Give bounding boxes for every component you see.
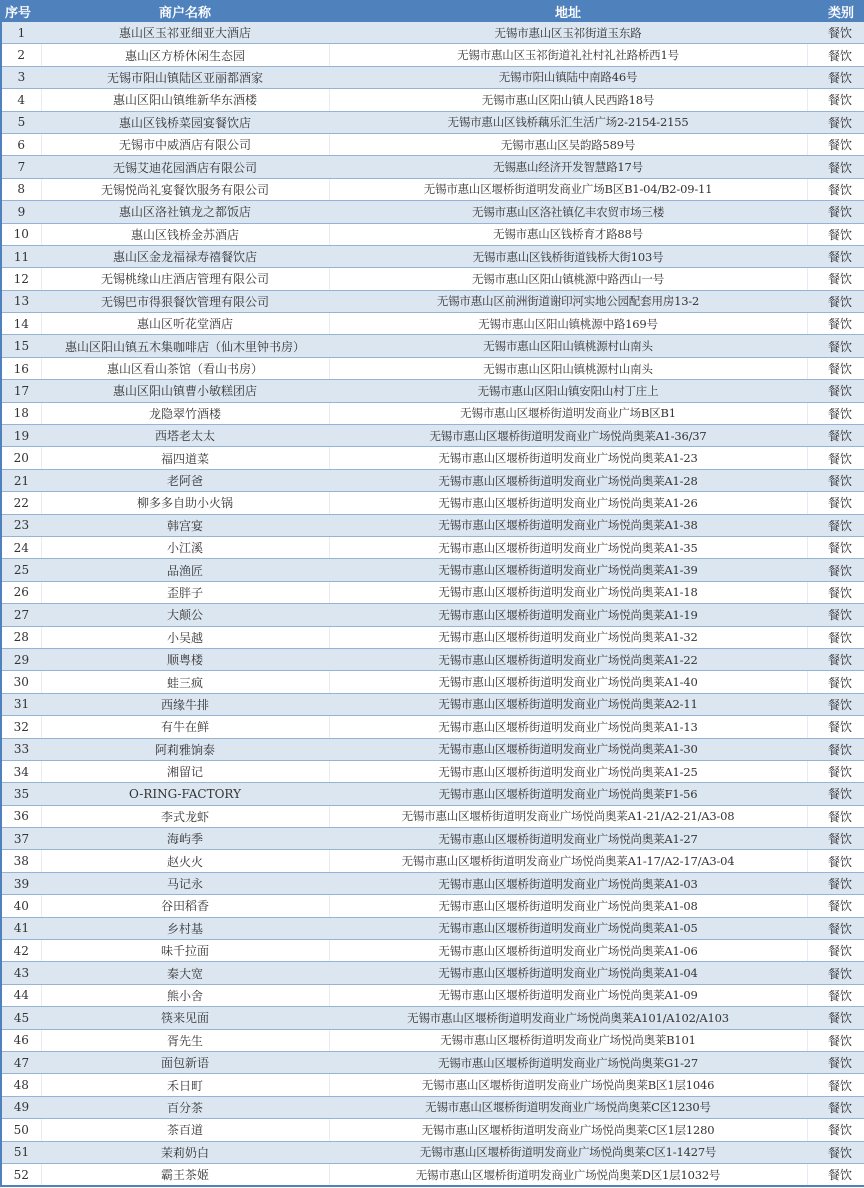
table-row <box>1 828 864 850</box>
cell-category: 餐饮 <box>807 1119 864 1141</box>
cell-no: 9 <box>1 201 41 223</box>
cell-address: 无锡市惠山区堰桥街道明发商业广场悦尚奥莱A1-04 <box>329 962 807 984</box>
table-row <box>1 1029 864 1051</box>
table-row <box>1 245 864 267</box>
table-row <box>1 156 864 178</box>
cell-category: 餐饮 <box>807 425 864 447</box>
cell-category: 餐饮 <box>807 469 864 491</box>
cell-address: 无锡市惠山区堰桥街道明发商业广场悦尚奥莱A1-36/37 <box>329 425 807 447</box>
table-row <box>1 805 864 827</box>
cell-address: 无锡市惠山区堰桥街道明发商业广场悦尚奥莱A1-30 <box>329 738 807 760</box>
cell-address: 无锡市惠山区堰桥街道明发商业广场悦尚奥莱G1-27 <box>329 1051 807 1073</box>
table-row <box>1 1007 864 1029</box>
cell-no: 18 <box>1 402 41 424</box>
cell-name: 无锡桃缘山庄酒店管理有限公司 <box>41 268 329 290</box>
cell-name: 福四道菜 <box>41 447 329 469</box>
cell-no: 25 <box>1 559 41 581</box>
cell-address: 无锡市惠山区堰桥街道明发商业广场悦尚奥莱C区1230号 <box>329 1096 807 1118</box>
cell-address: 无锡市惠山区堰桥街道明发商业广场悦尚奥莱A1-23 <box>329 447 807 469</box>
cell-name: 百分茶 <box>41 1096 329 1118</box>
table-row <box>1 962 864 984</box>
table-row <box>1 22 864 44</box>
table-row <box>1 895 864 917</box>
cell-name: 禾日町 <box>41 1074 329 1096</box>
cell-no: 17 <box>1 380 41 402</box>
cell-no: 51 <box>1 1141 41 1163</box>
cell-address: 无锡市阳山镇陆中南路46号 <box>329 66 807 88</box>
cell-no: 37 <box>1 828 41 850</box>
cell-address: 无锡市惠山区堰桥街道明发商业广场悦尚奥莱A1-19 <box>329 604 807 626</box>
cell-category: 餐饮 <box>807 805 864 827</box>
table-row <box>1 872 864 894</box>
table-row <box>1 738 864 760</box>
cell-name: 赵火火 <box>41 850 329 872</box>
table-row <box>1 201 864 223</box>
cell-no: 8 <box>1 178 41 200</box>
cell-no: 43 <box>1 962 41 984</box>
table-row <box>1 514 864 536</box>
cell-address: 无锡市惠山区钱桥藕乐汇生活广场2-2154-2155 <box>329 111 807 133</box>
cell-category: 餐饮 <box>807 940 864 962</box>
cell-address: 无锡市惠山区前洲街道谢印河实地公园配套用房13-2 <box>329 290 807 312</box>
cell-no: 26 <box>1 581 41 603</box>
cell-no: 33 <box>1 738 41 760</box>
cell-category: 餐饮 <box>807 962 864 984</box>
cell-category: 餐饮 <box>807 1163 864 1186</box>
cell-address: 无锡市惠山区阳山镇桃源中路西山一号 <box>329 268 807 290</box>
table-row <box>1 335 864 357</box>
table-row <box>1 581 864 603</box>
cell-address: 无锡市惠山区阳山镇桃源村山南头 <box>329 335 807 357</box>
cell-category: 餐饮 <box>807 716 864 738</box>
cell-address: 无锡市惠山区堰桥街道明发商业广场悦尚奥莱C区1-1427号 <box>329 1141 807 1163</box>
table-row <box>1 1051 864 1073</box>
cell-no: 29 <box>1 648 41 670</box>
cell-category: 餐饮 <box>807 760 864 782</box>
column-header-address: 地址 <box>329 0 807 22</box>
column-header-category: 类别 <box>807 0 864 22</box>
cell-no: 44 <box>1 984 41 1006</box>
table-row <box>1 492 864 514</box>
cell-name: 筷来见面 <box>41 1007 329 1029</box>
table-row <box>1 1119 864 1141</box>
cell-no: 14 <box>1 313 41 335</box>
cell-no: 28 <box>1 626 41 648</box>
cell-address: 无锡市惠山区堰桥街道明发商业广场悦尚奥莱B101 <box>329 1029 807 1051</box>
cell-address: 无锡市惠山区堰桥街道明发商业广场悦尚奥莱D区1层1032号 <box>329 1163 807 1186</box>
cell-name: 龙隐翠竹酒楼 <box>41 402 329 424</box>
cell-address: 无锡市惠山区吴韵路589号 <box>329 133 807 155</box>
cell-no: 41 <box>1 917 41 939</box>
cell-no: 12 <box>1 268 41 290</box>
cell-category: 餐饮 <box>807 559 864 581</box>
cell-no: 11 <box>1 245 41 267</box>
cell-category: 餐饮 <box>807 1007 864 1029</box>
table-row <box>1 648 864 670</box>
cell-name: 惠山区阳山镇维新华东酒楼 <box>41 89 329 111</box>
cell-category: 餐饮 <box>807 626 864 648</box>
cell-address: 无锡市惠山区堰桥街道明发商业广场悦尚奥莱C区1层1280 <box>329 1119 807 1141</box>
table-row <box>1 917 864 939</box>
table-row <box>1 626 864 648</box>
cell-category: 餐饮 <box>807 1141 864 1163</box>
cell-address: 无锡市惠山区堰桥街道明发商业广场悦尚奥莱A1-25 <box>329 760 807 782</box>
cell-no: 31 <box>1 693 41 715</box>
cell-category: 餐饮 <box>807 917 864 939</box>
cell-name: 惠山区钱桥菜园宴餐饮店 <box>41 111 329 133</box>
cell-name: 顺粤楼 <box>41 648 329 670</box>
cell-category: 餐饮 <box>807 1051 864 1073</box>
cell-category: 餐饮 <box>807 492 864 514</box>
cell-name: 柳多多自助小火锅 <box>41 492 329 514</box>
cell-category: 餐饮 <box>807 380 864 402</box>
cell-name: 面包新语 <box>41 1051 329 1073</box>
cell-address: 无锡市惠山区堰桥街道明发商业广场悦尚奥莱A1-18 <box>329 581 807 603</box>
table-row <box>1 447 864 469</box>
cell-category: 餐饮 <box>807 111 864 133</box>
cell-no: 40 <box>1 895 41 917</box>
cell-category: 餐饮 <box>807 335 864 357</box>
cell-category: 餐饮 <box>807 850 864 872</box>
cell-address: 无锡市惠山区堰桥街道明发商业广场悦尚奥莱A1-17/A2-17/A3-04 <box>329 850 807 872</box>
cell-address: 无锡市惠山区玉祁街道礼社村礼社路桥西1号 <box>329 44 807 66</box>
cell-category: 餐饮 <box>807 895 864 917</box>
cell-address: 无锡市惠山区阳山镇桃源中路169号 <box>329 313 807 335</box>
cell-name: 惠山区方桥休闲生态园 <box>41 44 329 66</box>
cell-no: 42 <box>1 940 41 962</box>
cell-category: 餐饮 <box>807 245 864 267</box>
cell-name: 惠山区阳山镇五木集咖啡店（仙木里钟书房） <box>41 335 329 357</box>
table-row <box>1 111 864 133</box>
cell-category: 餐饮 <box>807 402 864 424</box>
cell-category: 餐饮 <box>807 1074 864 1096</box>
cell-name: 湘留记 <box>41 760 329 782</box>
table-row <box>1 783 864 805</box>
table-row <box>1 559 864 581</box>
table-row <box>1 1074 864 1096</box>
cell-no: 13 <box>1 290 41 312</box>
cell-category: 餐饮 <box>807 133 864 155</box>
cell-no: 19 <box>1 425 41 447</box>
cell-no: 10 <box>1 223 41 245</box>
cell-name: 胥先生 <box>41 1029 329 1051</box>
cell-no: 7 <box>1 156 41 178</box>
table-row <box>1 671 864 693</box>
cell-category: 餐饮 <box>807 447 864 469</box>
cell-address: 无锡市惠山区堰桥街道明发商业广场悦尚奥莱B区1层1046 <box>329 1074 807 1096</box>
cell-no: 2 <box>1 44 41 66</box>
table-row <box>1 178 864 200</box>
table-row <box>1 469 864 491</box>
cell-no: 5 <box>1 111 41 133</box>
cell-category: 餐饮 <box>807 268 864 290</box>
cell-category: 餐饮 <box>807 178 864 200</box>
cell-address: 无锡市惠山区堰桥街道明发商业广场悦尚奥莱A1-05 <box>329 917 807 939</box>
cell-category: 餐饮 <box>807 828 864 850</box>
table-row <box>1 760 864 782</box>
cell-category: 餐饮 <box>807 581 864 603</box>
cell-address: 无锡市惠山区洛社镇亿丰农贸市场三楼 <box>329 201 807 223</box>
cell-no: 20 <box>1 447 41 469</box>
table-row <box>1 536 864 558</box>
cell-category: 餐饮 <box>807 201 864 223</box>
table-row <box>1 425 864 447</box>
cell-name: 有牛在鲜 <box>41 716 329 738</box>
cell-no: 23 <box>1 514 41 536</box>
cell-no: 39 <box>1 872 41 894</box>
table-row <box>1 66 864 88</box>
cell-address: 无锡市惠山区堰桥街道明发商业广场悦尚奥莱F1-56 <box>329 783 807 805</box>
table-row <box>1 402 864 424</box>
cell-category: 餐饮 <box>807 872 864 894</box>
cell-no: 3 <box>1 66 41 88</box>
cell-no: 34 <box>1 760 41 782</box>
table-row <box>1 380 864 402</box>
cell-category: 餐饮 <box>807 984 864 1006</box>
table-row <box>1 850 864 872</box>
cell-no: 49 <box>1 1096 41 1118</box>
cell-name: 无锡巴市得狠餐饮管理有限公司 <box>41 290 329 312</box>
cell-category: 餐饮 <box>807 44 864 66</box>
cell-category: 餐饮 <box>807 223 864 245</box>
table-body <box>1 22 864 1186</box>
cell-address: 无锡市惠山区堰桥街道明发商业广场悦尚奥莱A1-13 <box>329 716 807 738</box>
cell-name: 秦大宽 <box>41 962 329 984</box>
column-header-name: 商户名称 <box>41 0 329 22</box>
cell-address: 无锡市惠山区钱桥街道钱桥大街103号 <box>329 245 807 267</box>
cell-name: 茉莉奶白 <box>41 1141 329 1163</box>
cell-name: 品渔匠 <box>41 559 329 581</box>
cell-name: 谷田稻香 <box>41 895 329 917</box>
cell-category: 餐饮 <box>807 22 864 44</box>
cell-category: 餐饮 <box>807 671 864 693</box>
cell-category: 餐饮 <box>807 514 864 536</box>
cell-no: 24 <box>1 536 41 558</box>
cell-name: 无锡市阳山镇陆区亚丽都酒家 <box>41 66 329 88</box>
cell-address: 无锡市惠山区堰桥街道明发商业广场悦尚奥莱A2-11 <box>329 693 807 715</box>
table-row <box>1 290 864 312</box>
cell-no: 21 <box>1 469 41 491</box>
cell-category: 餐饮 <box>807 357 864 379</box>
cell-category: 餐饮 <box>807 290 864 312</box>
cell-name: 味千拉面 <box>41 940 329 962</box>
table-row <box>1 313 864 335</box>
cell-address: 无锡市惠山区堰桥街道明发商业广场悦尚奥莱A1-35 <box>329 536 807 558</box>
cell-no: 38 <box>1 850 41 872</box>
cell-category: 餐饮 <box>807 693 864 715</box>
cell-address: 无锡市惠山区堰桥街道明发商业广场B区B1-04/B2-09-11 <box>329 178 807 200</box>
cell-name: 无锡市中威酒店有限公司 <box>41 133 329 155</box>
cell-address: 无锡市惠山区玉祁街道玉东路 <box>329 22 807 44</box>
cell-no: 36 <box>1 805 41 827</box>
table-row <box>1 223 864 245</box>
cell-address: 无锡市惠山区堰桥街道明发商业广场悦尚奥莱A1-26 <box>329 492 807 514</box>
table-row <box>1 604 864 626</box>
cell-name: 韩宫宴 <box>41 514 329 536</box>
cell-no: 1 <box>1 22 41 44</box>
cell-category: 餐饮 <box>807 648 864 670</box>
cell-category: 餐饮 <box>807 738 864 760</box>
cell-no: 27 <box>1 604 41 626</box>
cell-address: 无锡惠山经济开发智慧路17号 <box>329 156 807 178</box>
cell-address: 无锡市惠山区堰桥街道明发商业广场悦尚奥莱A1-09 <box>329 984 807 1006</box>
cell-no: 45 <box>1 1007 41 1029</box>
cell-name: 惠山区钱桥金苏酒店 <box>41 223 329 245</box>
cell-address: 无锡市惠山区堰桥街道明发商业广场悦尚奥莱A1-32 <box>329 626 807 648</box>
cell-name: 李式龙虾 <box>41 805 329 827</box>
cell-category: 餐饮 <box>807 536 864 558</box>
cell-address: 无锡市惠山区堰桥街道明发商业广场悦尚奥莱A1-38 <box>329 514 807 536</box>
cell-address: 无锡市惠山区堰桥街道明发商业广场悦尚奥莱A1-27 <box>329 828 807 850</box>
cell-address: 无锡市惠山区堰桥街道明发商业广场悦尚奥莱A1-39 <box>329 559 807 581</box>
cell-name: 茶百道 <box>41 1119 329 1141</box>
cell-category: 餐饮 <box>807 313 864 335</box>
cell-name: 西塔老太太 <box>41 425 329 447</box>
header-row <box>1 0 864 22</box>
cell-name: 乡村基 <box>41 917 329 939</box>
cell-no: 15 <box>1 335 41 357</box>
table-row <box>1 1163 864 1186</box>
table-row <box>1 268 864 290</box>
cell-name: 无锡悦尚礼宴餐饮服务有限公司 <box>41 178 329 200</box>
table-row <box>1 716 864 738</box>
cell-name: 蛙三疯 <box>41 671 329 693</box>
cell-name: 熊小舍 <box>41 984 329 1006</box>
table-row <box>1 940 864 962</box>
cell-category: 餐饮 <box>807 66 864 88</box>
table-row <box>1 44 864 66</box>
cell-address: 无锡市惠山区钱桥育才路88号 <box>329 223 807 245</box>
cell-no: 30 <box>1 671 41 693</box>
cell-name: 歪胖子 <box>41 581 329 603</box>
cell-address: 无锡市惠山区堰桥街道明发商业广场悦尚奥莱A1-22 <box>329 648 807 670</box>
cell-category: 餐饮 <box>807 89 864 111</box>
table-row <box>1 984 864 1006</box>
cell-name: 惠山区金龙福禄寿禧餐饮店 <box>41 245 329 267</box>
cell-address: 无锡市惠山区堰桥街道明发商业广场悦尚奥莱A1-06 <box>329 940 807 962</box>
table-row <box>1 693 864 715</box>
cell-address: 无锡市惠山区堰桥街道明发商业广场悦尚奥莱A1-08 <box>329 895 807 917</box>
cell-name: 西缘牛排 <box>41 693 329 715</box>
cell-name: 大颠公 <box>41 604 329 626</box>
cell-name: 马记永 <box>41 872 329 894</box>
cell-name: 惠山区看山茶馆（看山书房） <box>41 357 329 379</box>
cell-no: 6 <box>1 133 41 155</box>
cell-category: 餐饮 <box>807 604 864 626</box>
cell-address: 无锡市惠山区阳山镇安阳山村丁庄上 <box>329 380 807 402</box>
cell-name: 小吴越 <box>41 626 329 648</box>
cell-no: 46 <box>1 1029 41 1051</box>
table-row <box>1 1141 864 1163</box>
cell-address: 无锡市惠山区阳山镇人民西路18号 <box>329 89 807 111</box>
table-header <box>1 0 864 22</box>
cell-name: 惠山区阳山镇曹小敏糕团店 <box>41 380 329 402</box>
table-row <box>1 133 864 155</box>
cell-category: 餐饮 <box>807 783 864 805</box>
cell-name: O-RING-FACTORY <box>41 783 329 805</box>
cell-no: 48 <box>1 1074 41 1096</box>
cell-name: 海屿季 <box>41 828 329 850</box>
cell-category: 餐饮 <box>807 1096 864 1118</box>
cell-no: 35 <box>1 783 41 805</box>
cell-no: 4 <box>1 89 41 111</box>
cell-address: 无锡市惠山区堰桥街道明发商业广场悦尚奥莱A1-28 <box>329 469 807 491</box>
cell-address: 无锡市惠山区堰桥街道明发商业广场B区B1 <box>329 402 807 424</box>
table-row <box>1 357 864 379</box>
cell-address: 无锡市惠山区堰桥街道明发商业广场悦尚奥莱A1-40 <box>329 671 807 693</box>
cell-category: 餐饮 <box>807 156 864 178</box>
cell-no: 22 <box>1 492 41 514</box>
cell-no: 50 <box>1 1119 41 1141</box>
cell-address: 无锡市惠山区堰桥街道明发商业广场悦尚奥莱A1-03 <box>329 872 807 894</box>
cell-address: 无锡市惠山区堰桥街道明发商业广场悦尚奥莱A1-21/A2-21/A3-08 <box>329 805 807 827</box>
table-row <box>1 1096 864 1118</box>
table-row <box>1 89 864 111</box>
cell-name: 无锡艾迪花园酒店有限公司 <box>41 156 329 178</box>
cell-no: 47 <box>1 1051 41 1073</box>
cell-name: 惠山区洛社镇龙之都饭店 <box>41 201 329 223</box>
cell-name: 惠山区听花堂酒店 <box>41 313 329 335</box>
cell-name: 惠山区玉祁亚细亚大酒店 <box>41 22 329 44</box>
cell-name: 小江溪 <box>41 536 329 558</box>
cell-name: 霸王茶姬 <box>41 1163 329 1186</box>
cell-name: 阿莉雅饷泰 <box>41 738 329 760</box>
cell-address: 无锡市惠山区堰桥街道明发商业广场悦尚奥莱A101/A102/A103 <box>329 1007 807 1029</box>
column-header-no: 序号 <box>1 0 41 22</box>
cell-address: 无锡市惠山区阳山镇桃源村山南头 <box>329 357 807 379</box>
cell-category: 餐饮 <box>807 1029 864 1051</box>
cell-no: 52 <box>1 1163 41 1186</box>
cell-no: 32 <box>1 716 41 738</box>
cell-name: 老阿爸 <box>41 469 329 491</box>
cell-no: 16 <box>1 357 41 379</box>
